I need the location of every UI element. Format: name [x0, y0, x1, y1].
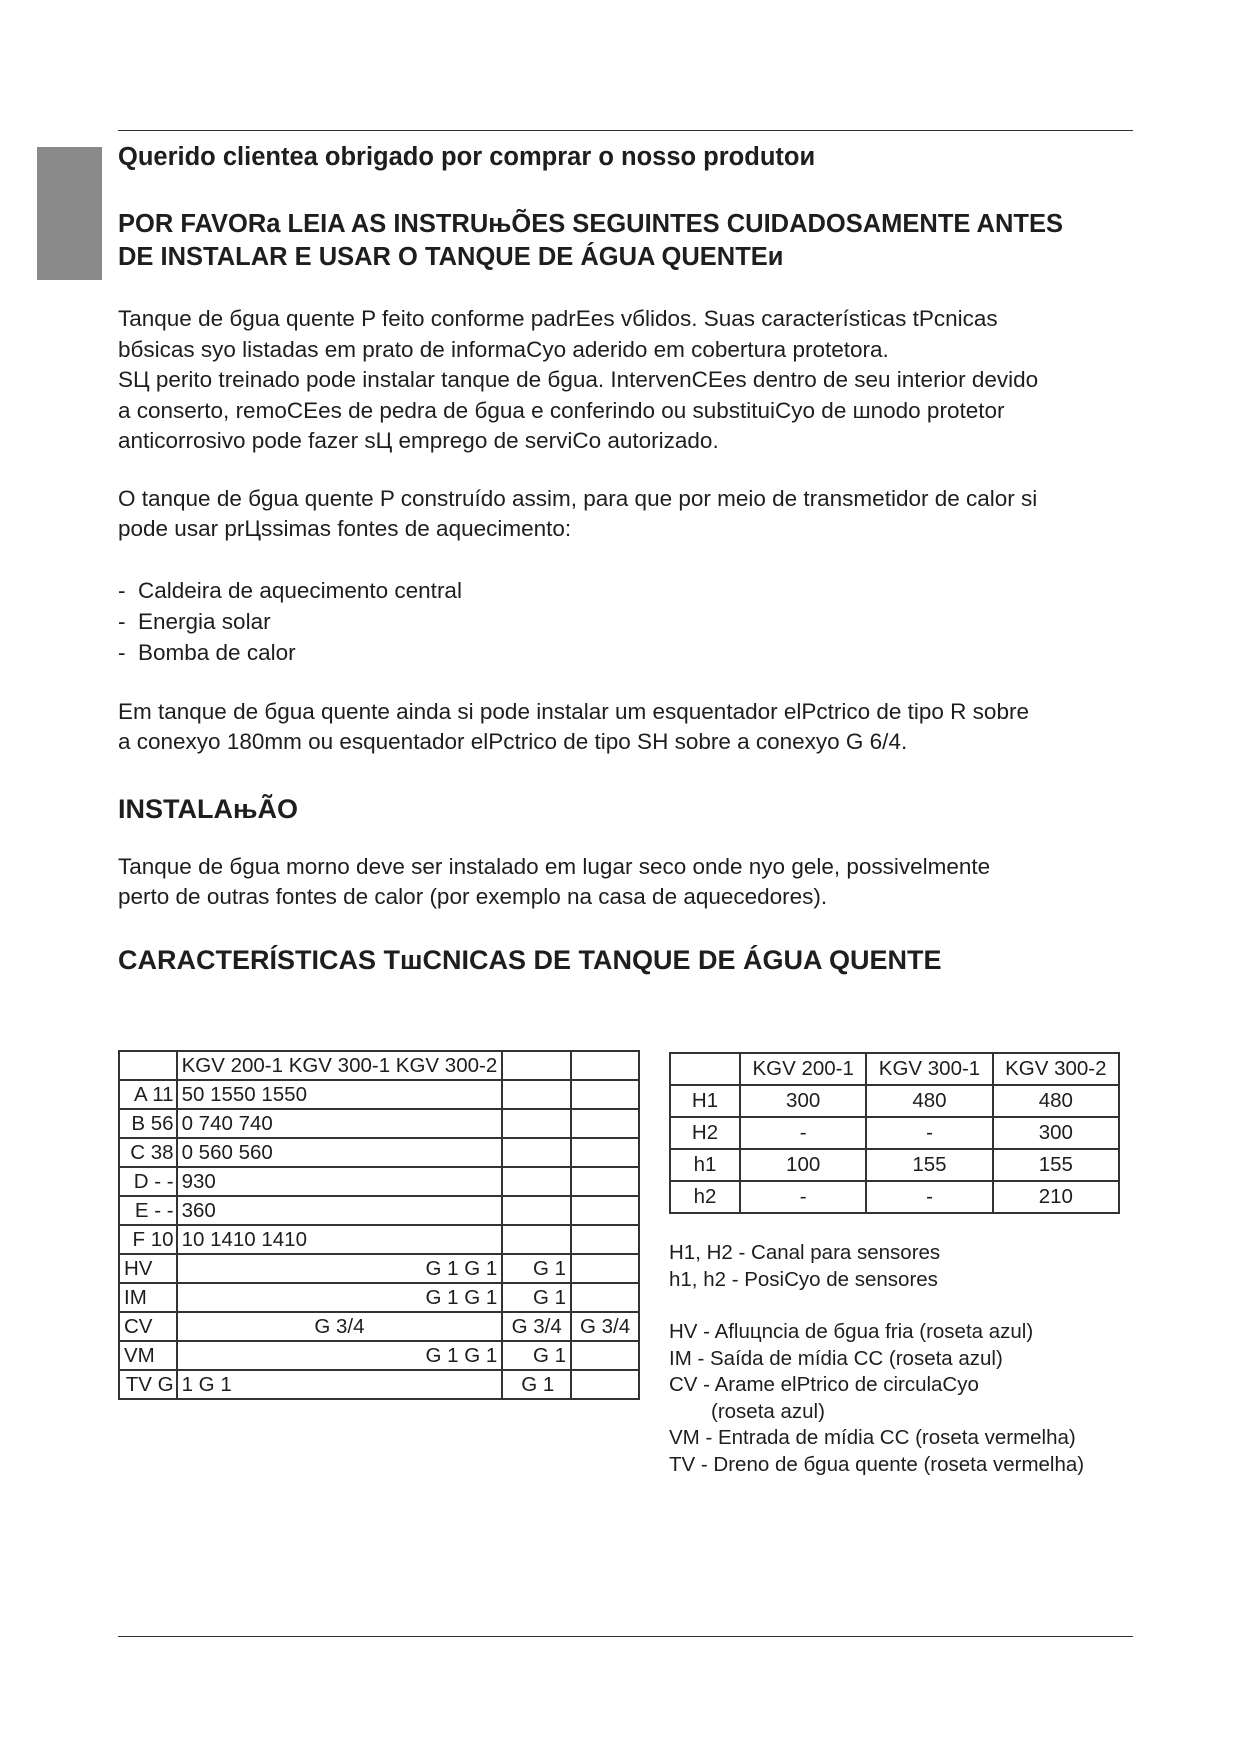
installation-line-1: Tanque de бgua morno deve ser instalado em lugar seco onde nyo gele, possivelmente — [118, 853, 991, 879]
bottom-rule — [118, 1636, 1133, 1637]
heater-line-1: Em tanque de бgua quente ainda si pode instalar um esquentador elPctrico de tipo R sobre — [118, 698, 1029, 724]
table-cell: G 1 — [502, 1341, 571, 1370]
table-cell: CV — [119, 1312, 177, 1341]
table-row — [119, 1312, 639, 1341]
table-cell: KGV 300-1 — [866, 1053, 992, 1085]
table-cell: - — [866, 1181, 992, 1213]
construction-line-1: O tanque de бgua quente P construído assim, para que por meio de transmetidor de calor si — [118, 485, 1038, 511]
table-cell: h2 — [670, 1181, 740, 1213]
table-header-row — [119, 1051, 639, 1080]
page-content — [118, 141, 1168, 977]
table-cell: h1 — [670, 1149, 740, 1181]
table-cell: 1 G 1 — [177, 1370, 503, 1399]
heater-line-2: a conexyo 180mm ou esquentador elPctrico de tipo SH sobre a conexyo G 6/4. — [118, 729, 908, 754]
table-cell: - — [740, 1181, 866, 1213]
table-cell — [571, 1196, 639, 1225]
table-cell: HV — [119, 1254, 177, 1283]
table-row — [119, 1370, 639, 1399]
construction-line-2: pode usar prЦssimas fontes de aquecimento: — [118, 516, 572, 541]
table-row — [119, 1283, 639, 1312]
table-row — [670, 1149, 1119, 1181]
installation-line-2: perto de outras fontes de calor (por exemplo na casa de aquecedores). — [118, 884, 828, 909]
table-cell: H1 — [670, 1085, 740, 1117]
legend — [669, 1240, 1084, 1478]
table-cell: 155 — [866, 1149, 992, 1181]
intro-line-3: SЦ perito treinado pode instalar tanque de бgua. IntervenCEes dentro de seu interior devido — [118, 367, 1039, 392]
language-tab-marker — [37, 147, 102, 280]
heater-paragraph — [118, 697, 1168, 758]
table-cell: H2 — [670, 1117, 740, 1149]
table-cell: G 3/4 — [502, 1312, 571, 1341]
table-cell: 10 1410 1410 — [177, 1225, 503, 1254]
table-cell: 300 — [740, 1085, 866, 1117]
table-cell: - — [740, 1117, 866, 1149]
table-cell: - — [866, 1117, 992, 1149]
legend-item: HV - Afluцncia de бgua fria (roseta azul) — [669, 1320, 1034, 1343]
table-cell: 210 — [993, 1181, 1119, 1213]
table-cell: KGV 200-1 — [740, 1053, 866, 1085]
table-cell — [571, 1283, 639, 1312]
legend-item: (roseta azul) — [711, 1399, 825, 1423]
table-row — [119, 1167, 639, 1196]
table-cell: VM — [119, 1341, 177, 1370]
list-item: - Bomba de calor — [118, 637, 1168, 668]
legend-item: TV - Dreno de бgua quente (roseta vermelha) — [669, 1452, 1085, 1476]
legend-item: H1, H2 - Canal para sensores — [669, 1241, 941, 1264]
dimensions-table — [118, 1050, 640, 1400]
table-cell — [502, 1196, 571, 1225]
table-cell: D - - — [119, 1167, 177, 1196]
table-cell — [571, 1109, 639, 1138]
table-cell: A 11 — [119, 1080, 177, 1109]
table-cell: TV G — [119, 1370, 177, 1399]
table-row — [119, 1225, 639, 1254]
table-cell: G 1 — [502, 1370, 571, 1399]
table-cell: 300 — [993, 1117, 1119, 1149]
warning-line-2: DE INSTALAR E USAR O TANQUE DE ÁGUA QUENTEи — [118, 243, 784, 271]
table-cell — [571, 1341, 639, 1370]
table-cell: 155 — [993, 1149, 1119, 1181]
table-row — [119, 1080, 639, 1109]
table-cell: G 1 G 1 — [177, 1283, 503, 1312]
table-row — [119, 1341, 639, 1370]
table-cell: G 1 G 1 — [177, 1341, 503, 1370]
technical-heading: CARACTERÍSTICAS TшCNICAS DE TANQUE DE ÁGUA QUENTE — [118, 944, 942, 975]
table-row — [119, 1196, 639, 1225]
table-cell — [502, 1138, 571, 1167]
table-cell: C 38 — [119, 1138, 177, 1167]
table-row — [119, 1138, 639, 1167]
table-cell: G 3/4 — [177, 1312, 503, 1341]
warning-heading — [118, 208, 1168, 274]
heat-source-list — [118, 575, 1168, 668]
table-row — [670, 1181, 1119, 1213]
table-cell: 480 — [866, 1085, 992, 1117]
table-row — [670, 1085, 1119, 1117]
legend-item: CV - Arame elPtrico de circulaCyo — [669, 1373, 979, 1396]
intro-line-1: Tanque de бgua quente P feito conforme padrEes vбlidos. Suas características tPcnicas — [118, 306, 998, 331]
table-row — [119, 1109, 639, 1138]
table-cell: 100 — [740, 1149, 866, 1181]
table-cell: 0 560 560 — [177, 1138, 503, 1167]
table-cell — [571, 1370, 639, 1399]
table-cell: G 1 — [502, 1283, 571, 1312]
table-cell: G 1 G 1 — [177, 1254, 503, 1283]
table-cell: 360 — [177, 1196, 503, 1225]
table-cell — [502, 1167, 571, 1196]
table-cell: B 56 — [119, 1109, 177, 1138]
construction-paragraph — [118, 484, 1168, 545]
intro-line-5: anticorrosivo pode fazer sЦ emprego de serviCo autorizado. — [118, 428, 719, 453]
table-cell: KGV 200-1 KGV 300-1 KGV 300-2 — [177, 1051, 503, 1080]
table-cell: 930 — [177, 1167, 503, 1196]
warning-line-1: POR FAVORa LEIA AS INSTRUњÕES SEGUINTES CUIDADOSAMENTE ANTES — [118, 210, 1063, 238]
table-cell — [502, 1080, 571, 1109]
legend-item: IM - Saída de mídia CC (roseta azul) — [669, 1346, 1003, 1370]
table-cell — [571, 1138, 639, 1167]
top-rule — [118, 130, 1133, 131]
table-cell — [571, 1051, 639, 1080]
table-header-row — [670, 1053, 1119, 1085]
table-cell: E - - — [119, 1196, 177, 1225]
list-item: - Energia solar — [118, 606, 1168, 637]
intro-line-2: bбsicas syo listadas em prato de informaCyo aderido em cobertura protetora. — [118, 336, 889, 362]
list-item: - Caldeira de aquecimento central — [118, 575, 1168, 606]
table-cell: 0 740 740 — [177, 1109, 503, 1138]
table-cell — [502, 1109, 571, 1138]
table-cell — [571, 1225, 639, 1254]
intro-line-4: a conserto, remoCEes de pedra de бgua e conferindo ou substituiCyo de шnodo protetor — [118, 397, 1005, 423]
table-cell: KGV 300-2 — [993, 1053, 1119, 1085]
table-cell — [571, 1254, 639, 1283]
greeting-heading: Querido clientea obrigado por comprar o nosso produtoи — [118, 143, 816, 171]
table-cell — [119, 1051, 177, 1080]
table-cell — [502, 1225, 571, 1254]
installation-paragraph — [118, 852, 1168, 913]
table-row — [670, 1117, 1119, 1149]
table-cell: G 3/4 — [571, 1312, 639, 1341]
table-cell: 50 1550 1550 — [177, 1080, 503, 1109]
legend-item: h1, h2 - PosiCyo de sensores — [669, 1267, 938, 1291]
intro-paragraph — [118, 304, 1168, 457]
legend-item: VM - Entrada de mídia CC (roseta vermelha) — [669, 1426, 1076, 1449]
table-cell — [571, 1080, 639, 1109]
installation-heading: INSTALAњÃO — [118, 793, 298, 824]
table-cell: IM — [119, 1283, 177, 1312]
table-cell: 480 — [993, 1085, 1119, 1117]
sensor-table — [669, 1052, 1120, 1214]
legend-spacer — [669, 1293, 1084, 1319]
table-cell — [502, 1051, 571, 1080]
table-cell: F 10 — [119, 1225, 177, 1254]
table-cell — [571, 1167, 639, 1196]
table-cell — [670, 1053, 740, 1085]
table-row — [119, 1254, 639, 1283]
table-cell: G 1 — [502, 1254, 571, 1283]
